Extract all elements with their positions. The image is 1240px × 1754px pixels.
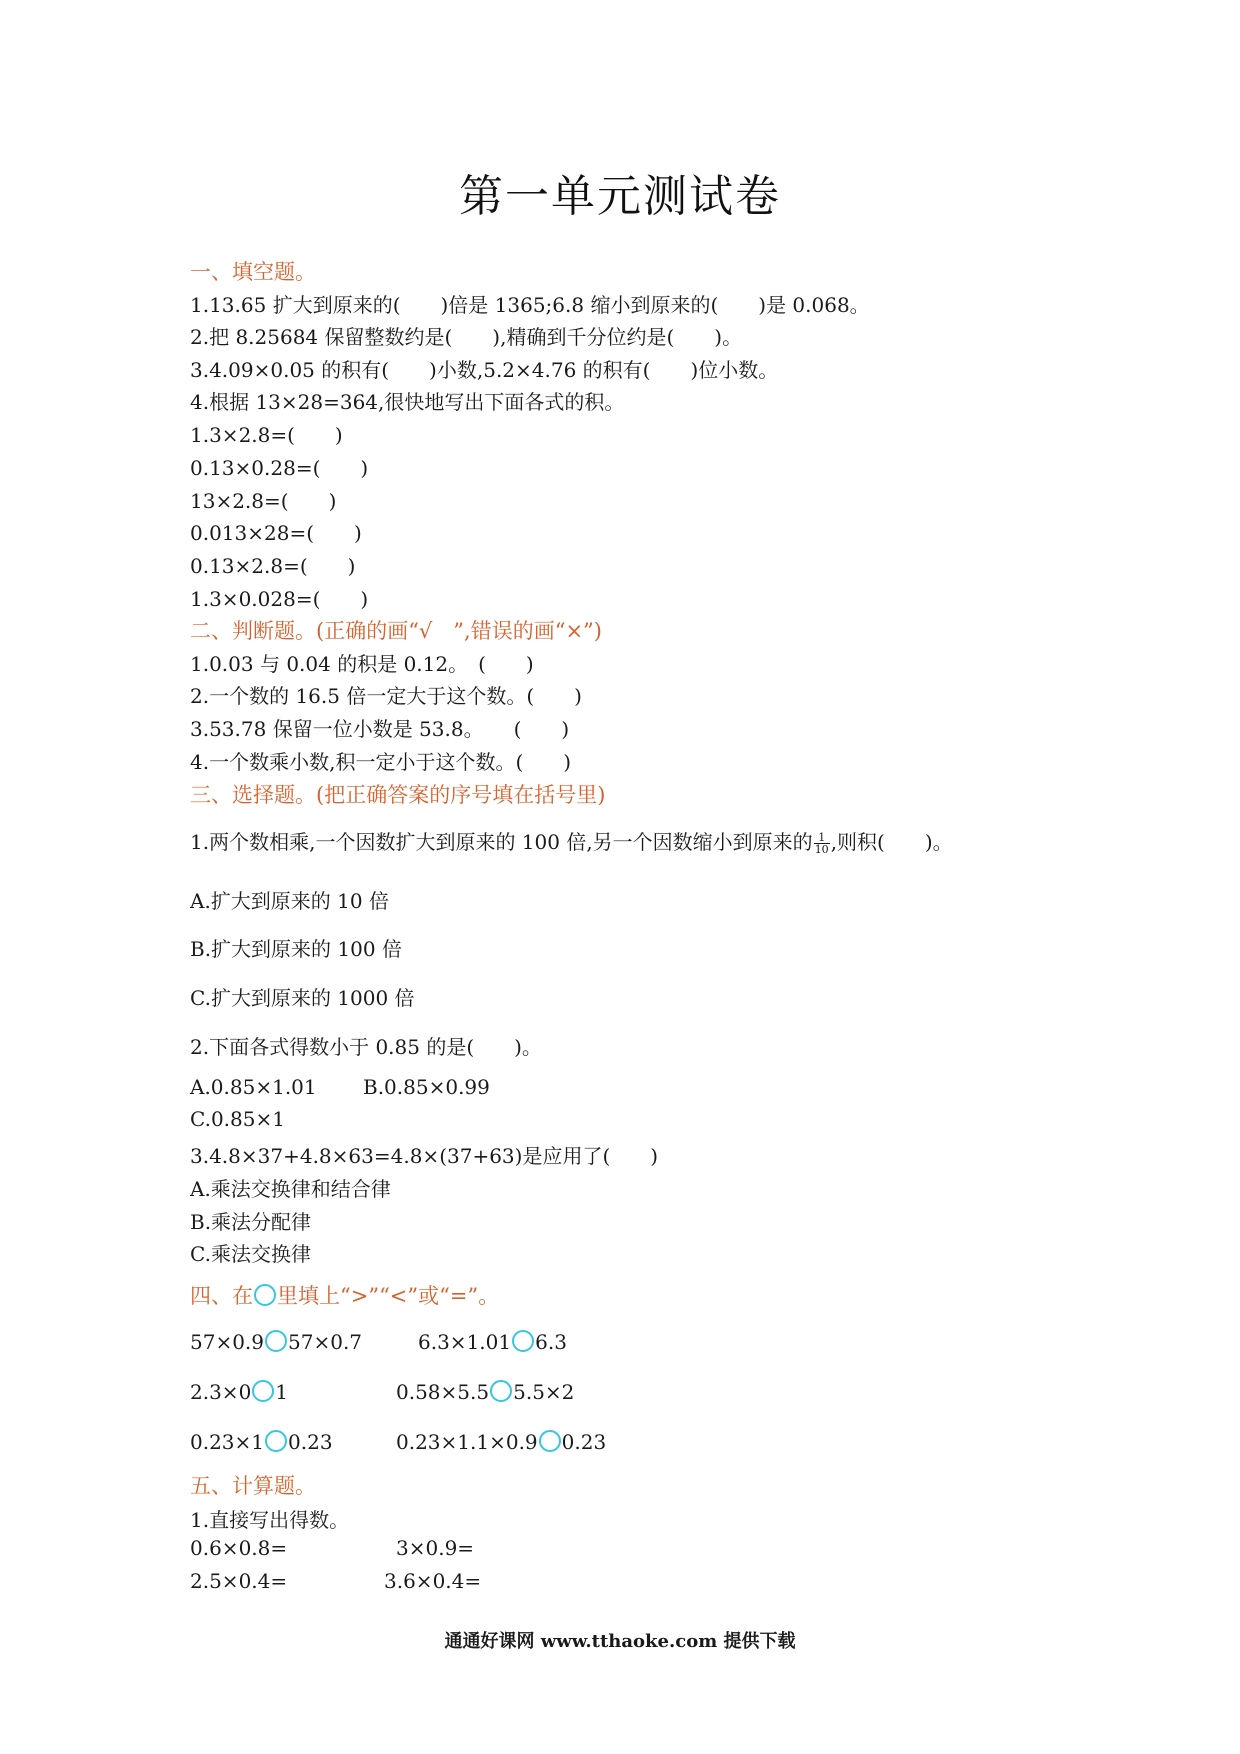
fill-question-4: 4.根据 13×28=364,很快地写出下面各式的积。	[190, 390, 625, 414]
choice-option: B.乘法分配律	[190, 1210, 312, 1234]
judge-item: 4.一个数乘小数,积一定小于这个数。( )	[190, 750, 572, 774]
circle-icon	[539, 1430, 561, 1452]
page-title: 第一单元测试卷	[459, 171, 781, 222]
choice-q1-tail: ,则积( )。	[830, 830, 953, 854]
judge-item: 1.0.03 与 0.04 的积是 0.12。 ( )	[190, 652, 534, 676]
fill-item: 0.013×28=( )	[190, 521, 362, 545]
circle-icon	[490, 1380, 512, 1402]
section-heading-fill: 一、填空题。	[190, 260, 316, 284]
compare-item: 2.3×0 1	[190, 1380, 289, 1404]
fill-question-1: 1.13.65 扩大到原来的( )倍是 1365;6.8 缩小到原来的( )是 0.068。	[190, 293, 870, 317]
circle-icon	[252, 1380, 274, 1402]
fill-item: 0.13×2.8=( )	[190, 554, 356, 578]
calc-item: 2.5×0.4=	[190, 1569, 288, 1593]
compare-item: 6.3×1.01 6.3	[418, 1330, 567, 1354]
circle-icon	[265, 1430, 287, 1452]
compare-item: 0.58×5.5 5.5×2	[396, 1380, 575, 1404]
compare-item: 0.23×1 0.23	[190, 1430, 333, 1454]
judge-item: 3.53.78 保留一位小数是 53.8。 ( )	[190, 717, 570, 741]
calc-item: 0.6×0.8=	[190, 1536, 288, 1560]
compare-item: 57×0.9 57×0.7	[190, 1330, 363, 1354]
choice-question-1	[190, 826, 953, 855]
fraction: $\frac{1}{10}$	[814, 831, 829, 856]
circle-icon	[254, 1284, 276, 1306]
calc-item: 3×0.9=	[396, 1536, 475, 1560]
choice-question-2: 2.下面各式得数小于 0.85 的是( )。	[190, 1035, 542, 1059]
choice-option: B.扩大到原来的 100 倍	[190, 937, 402, 961]
choice-option: C.扩大到原来的 1000 倍	[190, 986, 415, 1010]
fill-item: 1.3×2.8=( )	[190, 423, 343, 447]
fill-item: 0.13×0.28=( )	[190, 456, 369, 480]
circle-icon	[512, 1330, 534, 1352]
calc-item: 3.6×0.4=	[384, 1569, 482, 1593]
choice-option: A.乘法交换律和结合律	[190, 1177, 391, 1201]
choice-option: A.0.85×1.01	[190, 1075, 317, 1099]
choice-option: A.扩大到原来的 10 倍	[190, 889, 389, 913]
choice-question-3: 3.4.8×37+4.8×63=4.8×(37+63)是应用了( )	[190, 1144, 659, 1168]
choice-q1-text: 1.两个数相乘,一个因数扩大到原来的 100 倍,另一个因数缩小到原来的	[190, 830, 813, 854]
section-heading-calc: 五、计算题。	[190, 1474, 316, 1498]
fill-question-2: 2.把 8.25684 保留整数约是( ),精确到千分位约是( )。	[190, 325, 743, 349]
circle-icon	[265, 1330, 287, 1352]
fill-item: 1.3×0.028=( )	[190, 587, 369, 611]
judge-item: 2.一个数的 16.5 倍一定大于这个数。( )	[190, 684, 582, 708]
calc-question-1: 1.直接写出得数。	[190, 1508, 350, 1532]
choice-option: C.0.85×1	[190, 1107, 285, 1131]
choice-option: B.0.85×0.99	[363, 1075, 490, 1099]
choice-option: C.乘法交换律	[190, 1242, 311, 1266]
section-heading-choice: 三、选择题。(把正确答案的序号填在括号里)	[190, 783, 606, 807]
footer-text: 通通好课网 www.tthaoke.com 提供下载	[444, 1631, 796, 1652]
fill-item: 13×2.8=( )	[190, 489, 337, 513]
section-heading-compare: 四、在 里填上“>”“<”或“=”。	[190, 1284, 500, 1308]
fill-question-3: 3.4.09×0.05 的积有( )小数,5.2×4.76 的积有( )位小数。	[190, 358, 779, 382]
section-heading-judge: 二、判断题。(正确的画“√ ”,错误的画“×”)	[190, 619, 602, 643]
compare-item: 0.23×1.1×0.9 0.23	[396, 1430, 607, 1454]
